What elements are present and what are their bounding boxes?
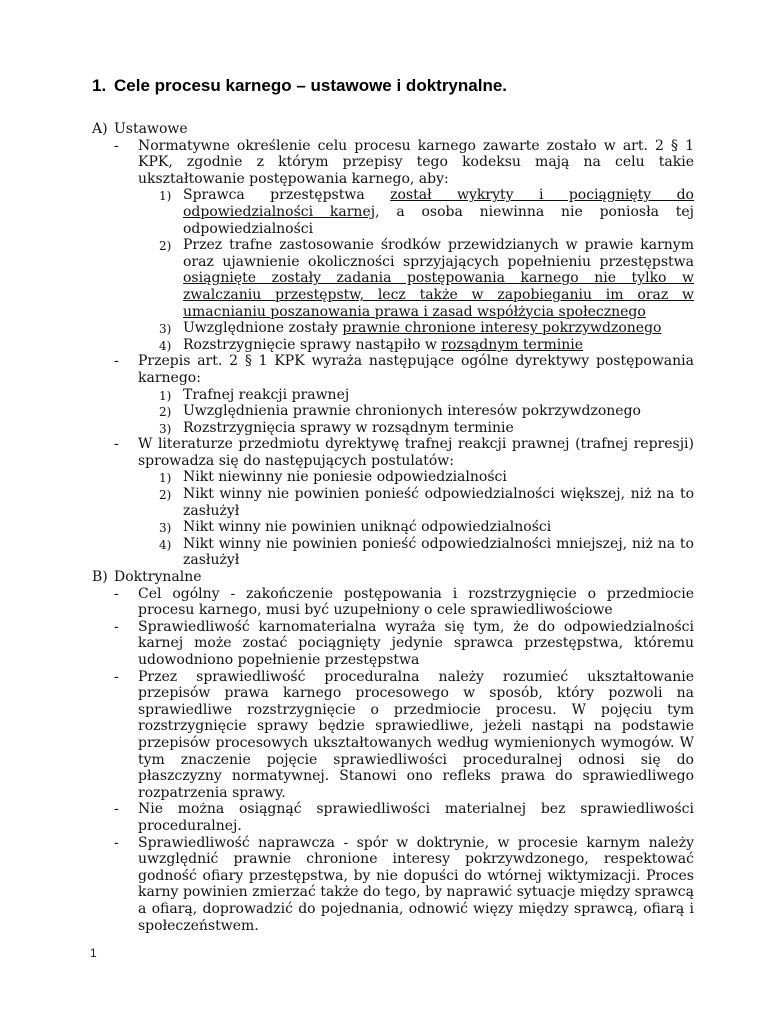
item-text: Przez trafne zastosowanie środków przewidzianych w prawie karnym oraz ujawnienie okoliczności sprzyjających popełnieniu przestępstwa	[183, 237, 694, 270]
item-text: , a osoba niewinna nie poniosła tej odpowiedzialności	[183, 203, 694, 237]
section-a-list	[114, 138, 694, 569]
list-item	[114, 834, 694, 935]
item-number: 3)	[159, 421, 172, 436]
dash-marker: -	[114, 834, 119, 851]
item-text: Nikt winny nie powinien ponieść odpowiedzialności mniejszej, niż na to zasłużył	[183, 535, 694, 569]
numbered-item	[159, 419, 694, 437]
numbered-item	[159, 469, 694, 486]
list-item	[114, 585, 694, 619]
numbered-item	[159, 403, 694, 420]
dash-marker: -	[114, 137, 119, 154]
item-number: 4)	[159, 537, 172, 552]
heading-text: Cele procesu karnego – ustawowe i doktrynalne.	[114, 76, 508, 95]
section-a	[92, 121, 694, 569]
paragraph-text: Sprawiedliwość naprawcza - spór w doktrynie, w procesie karnym należy uwzględnić prawnie chronione interesy pokrzywdzonego, respektować godność ofiary przestępstwa, by nie dopuści do wtórnej wiktymizacji. Proces karny powinien zmierzać także do tego, by naprawić sytuacje między sprawcą a ofiarą, doprowadzić do pojednania, odnowić więzy między sprawcą, ofiarą i społeczeństwem.	[138, 834, 694, 934]
section-title: Ustawowe	[114, 121, 188, 137]
dash-marker: -	[114, 801, 119, 818]
item-text: Nikt niewinny nie poniesie odpowiedzialności	[183, 469, 507, 486]
item-number: 2)	[159, 239, 172, 254]
dash-marker: -	[114, 353, 119, 370]
numbered-item	[159, 535, 694, 569]
item-text: Nikt winny nie powinien uniknąć odpowiedzialności	[183, 519, 552, 536]
paragraph-text: Nie można osiągnąć sprawiedliwości materialnej bez sprawiedliwości proceduralnej.	[138, 801, 694, 834]
dash-marker: -	[114, 668, 119, 685]
item-text: Rozstrzygnięcia sprawy w rozsądnym terminie	[183, 419, 514, 436]
paragraph-text: Przez sprawiedliwość proceduralna należy rozumieć ukształtowanie przepisów prawa karnego procesowego w sposób, który pozwoli na sprawiedliwe rozstrzygnięcie o przedmiocie procesu. W pojęciu tym rozstrzygnięcie sprawy będzie sprawiedliwe, jeżeli nastąpi na podstawie przepisów procesowych ukształtowanych według wymienionych wymogów. W tym znaczenie pojęcie sprawiedliwości proceduralnej odnosi się do płaszczyzny normatywnej. Stanowi ono refleks prawa do sprawiedliwego rozpatrzenia sprawy.	[138, 668, 694, 801]
numbered-item	[159, 320, 694, 337]
numbered-list	[138, 387, 694, 437]
page-number: 1	[90, 946, 97, 960]
numbered-item	[159, 237, 694, 320]
paragraph-text: W literaturze przedmiotu dyrektywę trafnej reakcji prawnej (trafnej represji) sprowadza się do następujących postulatów:	[138, 436, 694, 469]
numbered-item	[159, 336, 694, 354]
item-text: Rozstrzygnięcie sprawy nastąpiło w	[183, 336, 442, 353]
item-number: 3)	[159, 521, 172, 536]
underlined-text: osiągnięte zostały zadania postępowania karnego nie tylko w zwalczaniu przestępstw, lecz także w zapobieganiu im oraz w umacnianiu poszanowania prawa i zasad współżycia społecznego	[183, 270, 694, 320]
document-heading	[92, 76, 507, 96]
section-marker: A)	[92, 121, 108, 137]
section-b	[92, 569, 694, 934]
dash-marker: -	[114, 618, 119, 635]
item-text: Uwzględnione zostały	[183, 320, 343, 337]
paragraph-text: Przepis art. 2 § 1 KPK wyraża następujące ogólne dyrektywy postępowania karnego:	[138, 353, 694, 386]
item-text: Sprawca przestępstwa	[183, 187, 391, 204]
paragraph-text: Cel ogólny - zakończenie postępowania i rozstrzygnięcie o przedmiocie procesu karnego, musi być uzupełniony o cele sprawiedliwościowe	[138, 585, 694, 619]
numbered-list	[138, 469, 694, 569]
item-number: 2)	[159, 488, 172, 503]
underlined-text: prawnie chronione interesy pokrzywdzonego	[342, 320, 662, 337]
list-item	[114, 353, 694, 436]
list-item	[114, 668, 694, 802]
item-number: 3)	[159, 322, 172, 337]
numbered-list	[138, 187, 694, 353]
dash-marker: -	[114, 436, 119, 453]
heading-number: 1.	[92, 76, 107, 95]
numbered-item	[159, 386, 694, 404]
item-number: 1)	[159, 471, 172, 486]
section-b-list	[114, 586, 694, 934]
section-marker: B)	[92, 569, 108, 586]
paragraph-text: Sprawiedliwość karnomaterialna wyraża się tym, że do odpowiedzialności karnej może zostać pociągnięty jedynie sprawca przestępstwa, któremu udowodniono popełnienie przestępstwa	[138, 618, 694, 668]
item-text: Uwzględnienia prawnie chronionych interesów pokrzywdzonego	[183, 403, 641, 420]
underlined-text: rozsądnym terminie	[441, 336, 584, 353]
list-item	[114, 436, 694, 569]
section-title: Doktrynalne	[114, 569, 202, 586]
item-number: 1)	[159, 388, 172, 403]
dash-marker: -	[114, 585, 119, 602]
item-number: 1)	[159, 189, 172, 204]
numbered-item	[159, 519, 694, 536]
paragraph-text: Normatywne określenie celu procesu karnego zawarte zostało w art. 2 § 1 KPK, zgodnie z którym przepisy tego kodeksu mają na celu takie ukształtowanie postępowania karnego, aby:	[138, 137, 694, 187]
item-number: 4)	[159, 338, 172, 353]
list-item	[114, 618, 694, 669]
numbered-item	[159, 187, 694, 237]
item-text: Nikt winny nie powinien ponieść odpowiedzialności większej, niż na to zasłużył	[183, 486, 694, 519]
document-body	[92, 121, 694, 934]
item-text: Trafnej reakcji prawnej	[183, 386, 350, 403]
list-item	[114, 137, 694, 354]
underlined-text: został wykryty i pociągnięty do odpowiedzialności karnej	[183, 187, 694, 220]
list-item	[114, 801, 694, 834]
numbered-item	[159, 486, 694, 519]
item-number: 2)	[159, 405, 172, 420]
